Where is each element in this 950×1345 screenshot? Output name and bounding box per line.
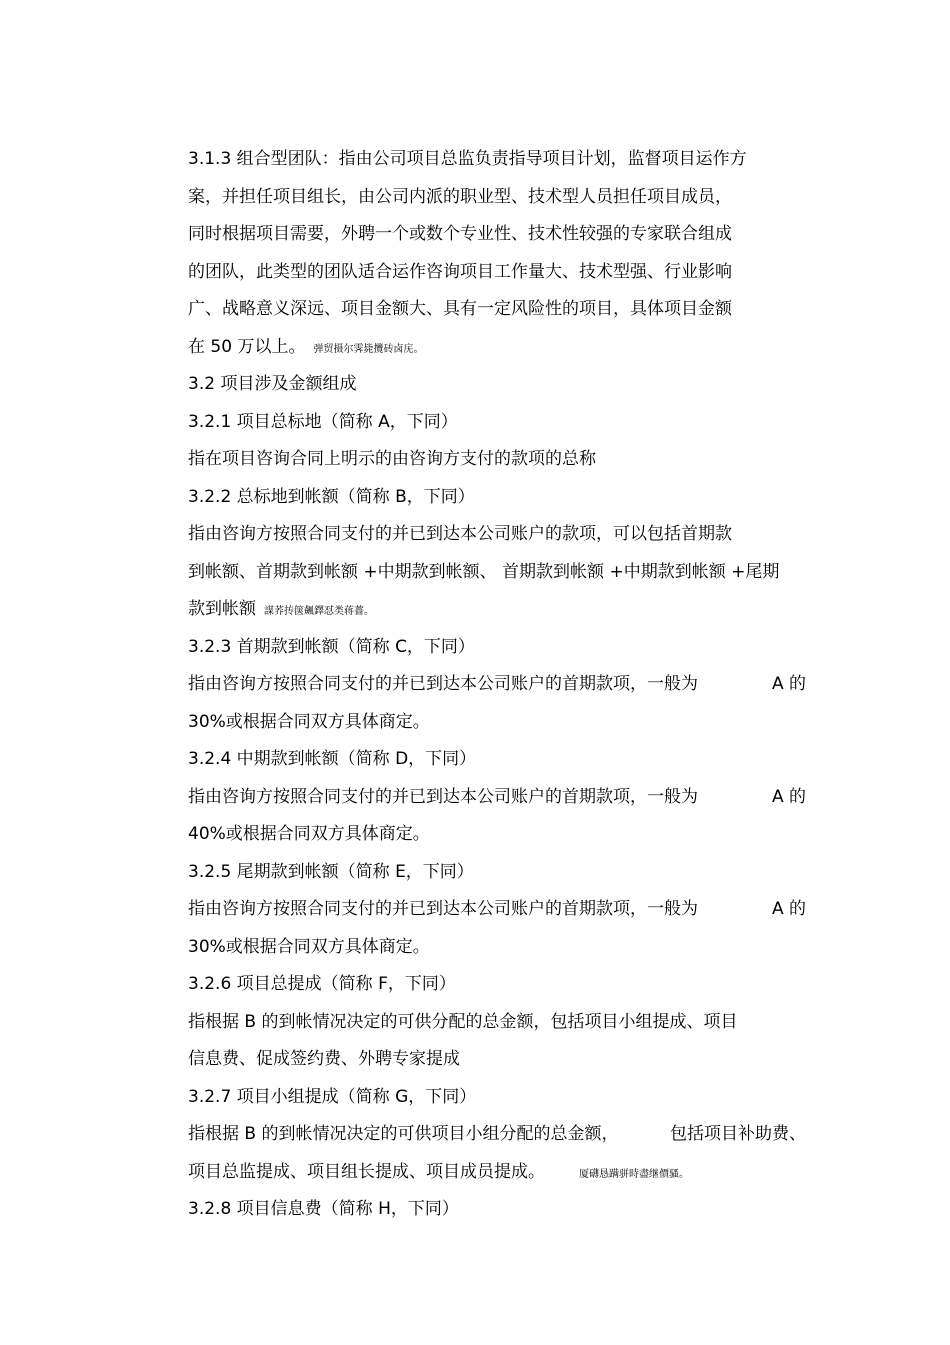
paragraph-line — [188, 671, 806, 709]
line-text: 在 50 万以上。 — [188, 336, 306, 357]
paragraph-line: 指由咨询方按照合同支付的并已到达本公司账户的款项，可以包括首期款 — [188, 524, 732, 544]
line-text: 项目总监提成、项目组长提成、项目成员提成。 — [188, 1161, 545, 1182]
subsection-heading: 3.2.7 项目小组提成（简称 G，下同） — [188, 1086, 477, 1107]
noise-text: 弹贸摄尔霁毙攬砖卤庑。 — [313, 343, 424, 355]
paragraph-line: 指在项目咨询合同上明示的由咨询方支付的款项的总称 — [188, 449, 596, 469]
line-text: 指由咨询方按照合同支付的并已到达本公司账户的首期款项，一般为 — [188, 674, 698, 694]
paragraph-line: 到帐额、首期款到帐额 +中期款到帐额、 首期款到帐额 +中期款到帐额 +尾期 — [188, 561, 780, 582]
paragraph-line: 案，并担任项目组长，由公司内派的职业型、技术型人员担任项目成员， — [188, 186, 732, 207]
line-text: 款到帐额 — [188, 599, 256, 619]
paragraph-line — [188, 784, 806, 822]
paragraph-line — [188, 1159, 813, 1197]
paragraph-line — [188, 334, 813, 372]
line-text: 指由咨询方按照合同支付的并已到达本公司账户的首期款项，一般为 — [188, 786, 698, 807]
line-text-end: A 的 — [771, 786, 806, 807]
line-text-end: A 的 — [771, 899, 806, 919]
paragraph-line: 40%或根据合同双方具体商定。 — [188, 824, 430, 844]
subsection-heading: 3.2.2 总标地到帐额（简称 B，下同） — [188, 486, 475, 507]
subsection-heading: 3.2.8 项目信息费（简称 H，下同） — [188, 1199, 459, 1219]
noise-text: 厦礴恳蹒骈時盡继價骚。 — [579, 1168, 689, 1180]
paragraph-line: 30%或根据合同双方具体商定。 — [188, 711, 430, 732]
paragraph-line: 同时根据项目需要，外聘一个或数个专业性、技术性较强的专家联合组成 — [188, 224, 732, 244]
subsection-heading: 3.2.6 项目总提成（简称 F，下同） — [188, 974, 456, 994]
line-text-end: A 的 — [771, 674, 806, 694]
paragraph-line — [188, 596, 813, 634]
subsection-heading: 3.2.5 尾期款到帐额（简称 E，下同） — [188, 861, 474, 882]
line-text: 指根据 B 的到帐情况决定的可供项目小组分配的总金额， — [188, 1124, 619, 1144]
paragraph-line: 3.1.3 组合型团队：指由公司项目总监负责指导项目计划，监督项目运作方 — [188, 149, 747, 169]
noise-text: 謀荞抟箧飆鐸怼类蒋薔。 — [264, 606, 374, 617]
paragraph-line: 广、战略意义深远、项目金额大、具有一定风险性的项目，具体项目金额 — [188, 299, 732, 319]
subsection-heading: 3.2.4 中期款到帐额（简称 D，下同） — [188, 749, 477, 769]
paragraph-line — [188, 1121, 806, 1159]
line-text: 指由咨询方按照合同支付的并已到达本公司账户的首期款项，一般为 — [188, 899, 698, 919]
document-body — [188, 146, 813, 1234]
section-heading: 3.2 项目涉及金额组成 — [188, 374, 357, 394]
subsection-heading: 3.2.3 首期款到帐额（简称 C，下同） — [188, 636, 475, 657]
subsection-heading: 3.2.1 项目总标地（简称 A，下同） — [188, 411, 458, 432]
paragraph-line — [188, 896, 806, 934]
paragraph-line: 的团队，此类型的团队适合运作咨询项目工作量大、技术型强、行业影响 — [188, 261, 732, 282]
paragraph-line: 指根据 B 的到帐情况决定的可供分配的总金额，包括项目小组提成、项目 — [188, 1011, 738, 1032]
paragraph-line: 信息费、促成签约费、外聘专家提成 — [188, 1049, 460, 1069]
paragraph-line: 30%或根据合同双方具体商定。 — [188, 936, 430, 957]
line-text-end: 包括项目补助费、 — [670, 1124, 806, 1144]
